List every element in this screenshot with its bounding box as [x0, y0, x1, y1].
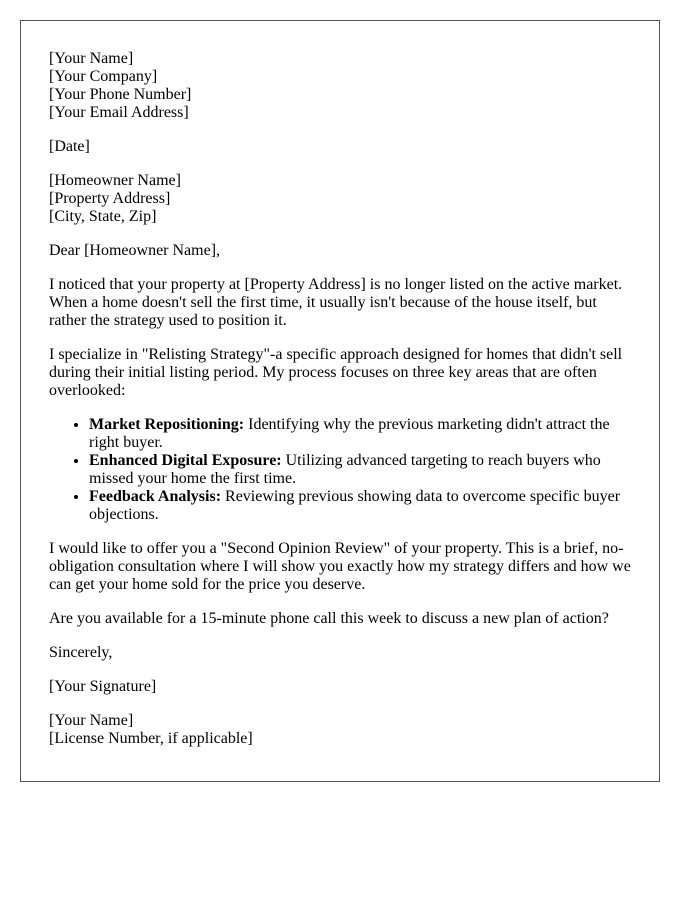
- focus-area-title: Market Repositioning:: [89, 416, 245, 433]
- sender-phone: [Your Phone Number]: [49, 86, 192, 103]
- signoff-name: [Your Name]: [49, 712, 134, 729]
- focus-area-text: Reviewing previous showing data to overcome specific buyer objections.: [89, 488, 621, 523]
- focus-area-list: [49, 416, 631, 524]
- specialty-paragraph: I specialize in "Relisting Strategy"-a specific approach designed for homes that didn't sell during their initial listing period. My process focuses on three key areas that are often overlooked:: [49, 346, 623, 399]
- recipient-city-state-zip: [City, State, Zip]: [49, 208, 157, 225]
- recipient-address: [Property Address]: [49, 190, 171, 207]
- recipient-name: [Homeowner Name]: [49, 172, 181, 189]
- list-item: [89, 488, 631, 524]
- list-item: [89, 416, 631, 452]
- closing: Sincerely,: [49, 644, 113, 661]
- signoff-license: [License Number, if applicable]: [49, 730, 253, 747]
- signoff-block: [49, 712, 631, 748]
- intro-paragraph: I noticed that your property at [Property Address] is no longer listed on the active market. When a home doesn't sell the first time, it usually isn't because of the house itself, but rather the strategy used to position it.: [49, 276, 623, 329]
- recipient-block: [49, 172, 631, 226]
- letter-page: [20, 20, 660, 782]
- list-item: [89, 452, 631, 488]
- focus-area-text: Utilizing advanced targeting to reach buyers who missed your home the first time.: [89, 452, 601, 487]
- sender-block: [49, 50, 631, 122]
- signature: [Your Signature]: [49, 678, 157, 695]
- letter-date: [Date]: [49, 138, 90, 155]
- salutation: Dear [Homeowner Name],: [49, 242, 221, 259]
- focus-area-title: Feedback Analysis:: [89, 488, 222, 505]
- sender-email: [Your Email Address]: [49, 104, 189, 121]
- sender-name: [Your Name]: [49, 50, 134, 67]
- focus-area-title: Enhanced Digital Exposure:: [89, 452, 282, 469]
- question-paragraph: Are you available for a 15-minute phone call this week to discuss a new plan of action?: [49, 610, 609, 627]
- focus-area-text: Identifying why the previous marketing didn't attract the right buyer.: [89, 416, 610, 451]
- sender-company: [Your Company]: [49, 68, 158, 85]
- date-block: [49, 138, 631, 156]
- offer-paragraph: I would like to offer you a "Second Opinion Review" of your property. This is a brief, no-obligation consultation where I will show you exactly how my strategy differs and how we can get your home sold for the price you deserve.: [49, 540, 631, 593]
